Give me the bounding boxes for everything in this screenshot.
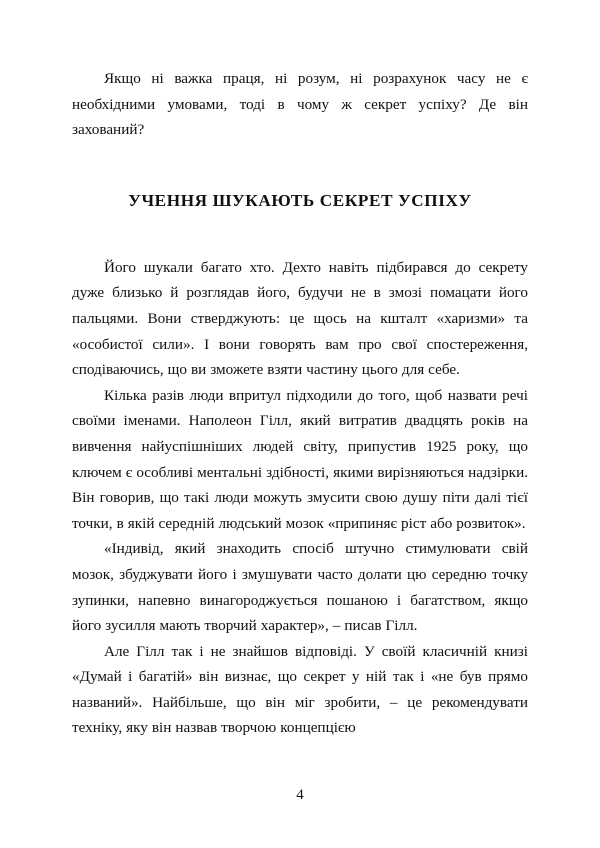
intro-paragraph: Якщо ні важка праця, ні розум, ні розрахунок часу не є необхідними умовами, тоді в чому ж секрет успіху? Де він захований? xyxy=(72,70,528,139)
paragraph: «Індивід, який знаходить спосіб штучно стимулювати свій мозок, збуджувати його і змушувати часто долати цю середню точку зупинки, напевно винагороджується пошаною і багатством, якщо його зусилля мають творчий характер», – писав Гілл. xyxy=(72,540,528,635)
paragraph: Його шукали багато хто. Дехто навіть підбирався до секрету дуже близько й розглядав його, будучи не в змозі помацати його пальцями. Вони стверджують: це щось на кшталт «харизми» та «особистої сили». І вони говорять вам про свої спостереження, сподіваючись, що ви зможете взяти частину цього для себе. xyxy=(72,258,528,379)
section-heading: УЧЕННЯ ШУКАЮТЬ СЕКРЕТ УСПІХУ xyxy=(128,190,472,210)
body-text xyxy=(72,255,528,741)
paragraph: Але Гілл так і не знайшов відповіді. У своїй класичній книзі «Думай і багатій» він визнає, що секрет у ній так і «не був прямо названий». Найбільше, що він міг зробити, – це рекомендувати техніку, яку він назвав творчою концепцією xyxy=(72,642,528,737)
page-number: 4 xyxy=(296,787,304,803)
paragraph: Кілька разів люди впритул підходили до того, щоб назвати речі своїми іменами. Наполеон Гілл, який витратив двадцять років на вивчення найуспішніших людей світу, припустив 1925 року, що ключем є особливі ментальні здібності, якими вирізняються надзірки. Він говорив, що такі люди можуть змусити свою душу піти далі тієї точки, в якій середній людський мозок «припиняє ріст або розвиток». xyxy=(72,386,528,532)
